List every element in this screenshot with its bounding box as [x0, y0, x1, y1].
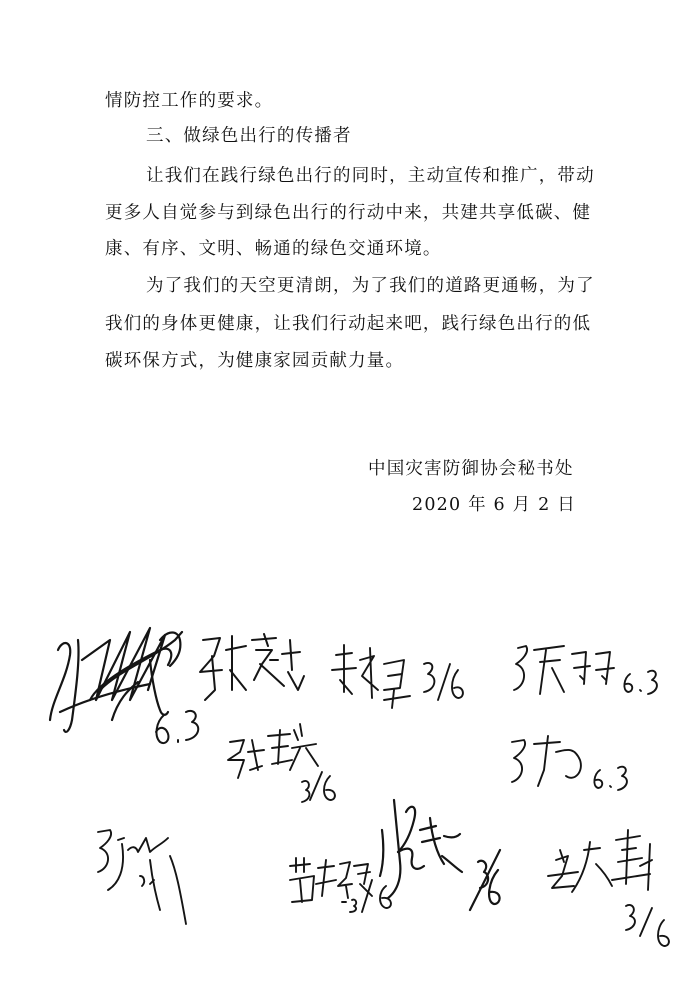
- paragraph-line-3: 让我们在践行绿色出行的同时，主动宣传和推广，带动: [146, 166, 595, 186]
- paragraph-line-5: 康、有序、文明、畅通的绿色交通环境。: [105, 239, 442, 259]
- paragraph-line-8: 碳环保方式，为健康家园贡献力量。: [105, 351, 405, 371]
- signature-date: 2020 年 6 月 2 日: [412, 495, 576, 515]
- signature-zhang-ruicheng-name: [200, 634, 304, 700]
- paragraph-line-4: 更多人自觉参与到绿色出行的行动中来，共建共享低碳、健: [105, 203, 592, 223]
- paragraph-line-6: 为了我们的天空更清朗，为了我们的道路更通畅，为了: [146, 276, 595, 296]
- paragraph-line-1: 情防控工作的要求。: [105, 91, 274, 111]
- signature-dong-lu: [290, 858, 391, 912]
- signature-yao-wen: [380, 800, 500, 910]
- paragraph-line-7: 我们的身体更健康，让我们行动起来吧，践行绿色出行的低: [105, 314, 592, 334]
- signature-zhang-ruicheng-date: [156, 711, 198, 743]
- section-heading: 三、做绿色出行的传播者: [146, 126, 352, 146]
- signature-zhao-jinxia: [548, 830, 669, 946]
- signature-zhang-yufen: [228, 724, 335, 802]
- signature-chen: [512, 736, 627, 790]
- signature-li-jianguo: [332, 645, 463, 708]
- signature-lu: [98, 830, 186, 924]
- signature-chen-dandan: [514, 646, 657, 694]
- signature-organization: 中国灾害防御协会秘书处: [368, 459, 574, 479]
